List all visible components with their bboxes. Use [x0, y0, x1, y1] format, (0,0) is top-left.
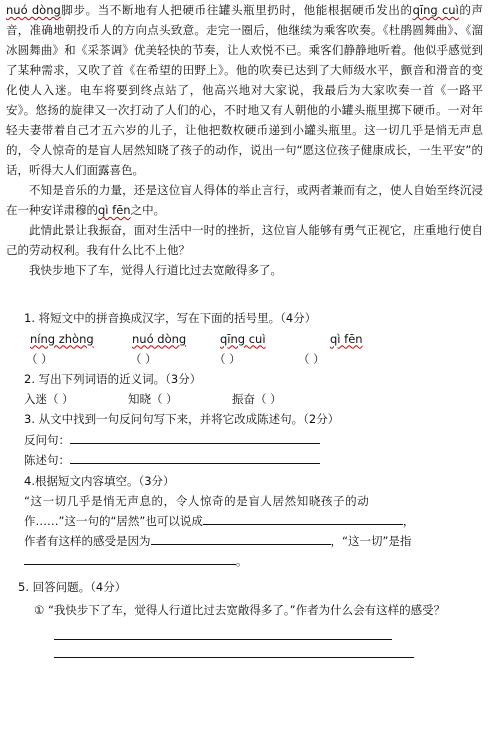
answer-line[interactable] [54, 638, 392, 640]
passage-text: 脚步。当不断地有人把硬币往罐头瓶里扔时，他能根据硬币发出的 [60, 3, 413, 17]
answer-line[interactable] [203, 512, 403, 525]
answer-line[interactable] [24, 552, 236, 565]
synonym-item[interactable]: 振奋（ ） [232, 392, 282, 406]
statement-label: 陈述句： [24, 453, 70, 467]
question-4-line-4 [6, 551, 483, 571]
statement-answer [6, 450, 483, 471]
passage-paragraph-2 [6, 180, 483, 220]
answer-line[interactable] [54, 656, 414, 658]
pinyin-item: nuó dòng [132, 331, 187, 346]
passage-paragraph-1 [6, 0, 483, 180]
question-4 [6, 471, 483, 572]
answer-line[interactable] [151, 532, 331, 545]
synonym-item[interactable]: 知晓（ ） [128, 392, 178, 406]
question-1 [6, 308, 483, 369]
pinyin-item: qì fēn [330, 331, 363, 346]
spacer [6, 280, 483, 308]
question-4-prompt: 4.根据短文内容填空。（3分） [24, 473, 175, 488]
passage-paragraph-3: 此情此景让我振奋，面对生活中一时的挫折，这位盲人能够有勇气正视它，庄重地行使自己的劳动权利。我有什么比不上他？ [6, 223, 483, 257]
passage-text: 不知是音乐的力量，还是这位盲人得体的举止言行，或两者兼而有之，使人自始至终沉浸在一种安详肃穆的 [6, 183, 483, 217]
question-4-text: ，“这一切”是指 [330, 534, 412, 548]
question-2 [6, 369, 483, 410]
answer-line[interactable] [70, 451, 320, 464]
question-5-prompt: 5. 回答问题。（4分） [18, 580, 127, 594]
passage-paragraph-4: 我快步地下了车，觉得人行道比过去宽敞得多了。 [29, 263, 282, 277]
answer-bracket[interactable]: （ ） [214, 351, 241, 366]
question-4-text: 作……”这一句的“居然”也可以说成 [24, 514, 203, 528]
question-5-sub-1: ① “我快步下了车，觉得人行道比过去宽敞得多了。”作者为什么会有这样的感受？ [34, 602, 446, 617]
passage-text: 的声音，准确地朝投币人的方向点头致意。走完一圈后，他继续为乘客吹奏。《杜鹃圆舞曲》、《溜冰圆舞曲》和《采茶调》优美轻快的节奏，让人欢悦不已。乘客们静静地听着。他似乎感觉到了某种需求，又吹了首《在希望的田野上》。他的吹奏已达到了大师级水平，颤音和滑音的变化使人入迷。电车将要到终点站了，他高兴地对大家说，我最后为大家吹奏一首《一路平安》。悠扬的旋律又一次打动了人们的心，不时地又有人朝他的小罐头瓶里掷下硬币。一对年轻夫妻带着自己才五六岁的儿子，让他把数枚硬币递到小罐头瓶里。这一切几乎是悄无声息的，令人惊奇的是盲人居然知晓了孩子的动作，说出一句“愿这位孩子健康成长，一生平安”的话，听得大人们面露喜色。 [6, 3, 484, 177]
question-5 [6, 577, 483, 658]
question-4-text: “这一切几乎是悄无声息的，令人惊奇的是盲人居然知晓孩子的动 [24, 494, 370, 508]
pinyin-qingcui: qīng cuì [412, 3, 459, 17]
rhetorical-question-answer [6, 430, 483, 451]
question-3-prompt: 3. 从文中找到一句反问句写下来，并将它改成陈述句。（2分） [24, 412, 340, 426]
answer-brackets-row [6, 349, 483, 369]
pinyin-row [6, 329, 483, 349]
question-3 [6, 409, 483, 471]
answer-bracket[interactable]: （ ） [26, 351, 53, 366]
pinyin-item: qīng cuì [220, 331, 266, 346]
synonym-item[interactable]: 入迷（ ） [24, 392, 74, 406]
answer-bracket[interactable]: （ ） [298, 351, 325, 366]
question-4-text: 。 [236, 554, 248, 568]
answer-bracket[interactable]: （ ） [130, 351, 157, 366]
pinyin-item: níng zhòng [30, 331, 94, 346]
question-4-line-2: 作……”这一句的“居然”也可以说成 ， [24, 514, 415, 528]
pinyin-nuodong: nuó dòng [6, 3, 61, 17]
question-4-line-3 [6, 531, 483, 551]
pinyin-qifen: qì fēn [98, 203, 131, 217]
question-1-prompt: 1. 将短文中的拼音换成汉字，写在下面的括号里。（4分） [24, 311, 317, 325]
synonym-row [6, 389, 483, 409]
rhetorical-label: 反问句： [24, 432, 70, 447]
answer-line[interactable] [70, 431, 320, 444]
passage-text: 之中。 [130, 203, 166, 217]
question-2-prompt: 2. 写出下列词语的近义词。（3分） [24, 371, 202, 386]
question-4-text: 作者有这样的感受是因为 [24, 534, 151, 548]
